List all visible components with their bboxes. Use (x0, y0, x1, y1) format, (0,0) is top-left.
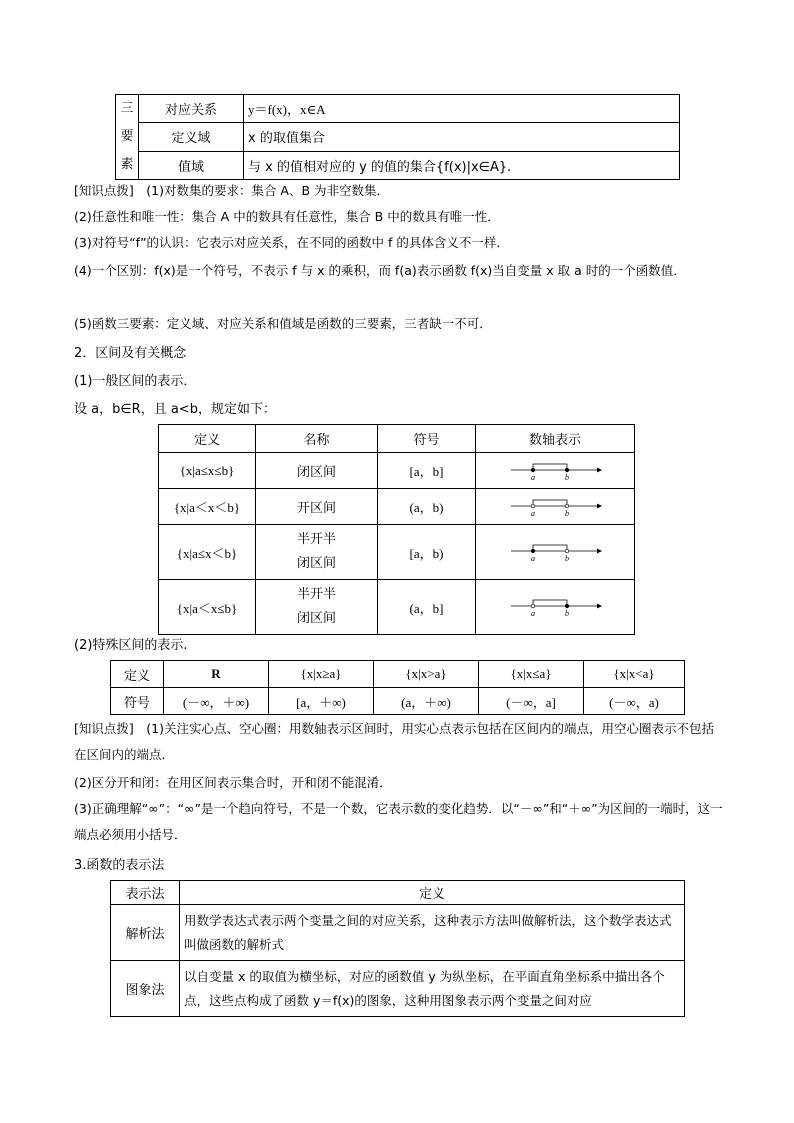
header-axis: 数轴表示 (476, 425, 635, 453)
interval-sym: (a，b) (378, 489, 476, 525)
interval-bracket (533, 545, 567, 551)
special-cell: {x|x≥a} (269, 661, 374, 688)
axis-arrow (597, 503, 602, 508)
header-method: 表示法 (111, 881, 180, 905)
number-line (507, 496, 603, 518)
note-4: (4)一个区别：f(x)是一个符号，不表示 f 与 x 的乘积，而 f(a)表示函数 f(x)当自变量 x 取 a 时的一个函数值． (74, 263, 686, 278)
row-name: 值域 (139, 151, 244, 179)
special-cell: (－∞，＋∞) (164, 688, 269, 715)
interval-def: {x|a≤x＜b} (159, 525, 256, 580)
section2-title: 2．区间及有关概念 (74, 346, 187, 361)
header-def: 定义 (159, 425, 256, 453)
row-name: 对应关系 (139, 95, 244, 123)
row-desc: 与 x 的值相对应的 y 的值的集合{f(x)|x∈A}. (244, 151, 680, 179)
endpoint-a (531, 549, 535, 553)
special-cell: {x|x≤a} (479, 661, 584, 688)
endpoint-b (565, 504, 569, 508)
special-cell: (－∞，a) (584, 688, 685, 715)
number-line-cell (476, 580, 635, 635)
special-cell: {x|x>a} (374, 661, 479, 688)
interval-name: 开区间 (256, 489, 378, 525)
interval-sym: [a，b] (378, 453, 476, 489)
interval-table (158, 424, 635, 635)
note-1: [知识点拨] (1)对数集的要求：集合 A、B 为非空数集． (74, 183, 390, 198)
axis-label-b: b (565, 508, 569, 518)
interval-name: 闭区间 (256, 453, 378, 489)
axis-label-b: b (565, 609, 569, 618)
special-interval-table (110, 660, 685, 715)
row-desc: x 的取值集合 (244, 123, 680, 151)
method-name: 解析法 (111, 905, 180, 961)
axis-arrow (597, 604, 602, 609)
number-line (507, 460, 603, 482)
interval-sym: [a，b) (378, 525, 476, 580)
axis-arrow (597, 467, 602, 472)
endpoint-a (531, 604, 535, 608)
note2-3: (3)正确理解“∞”：“∞”是一个趋向符号，不是一个数，它表示数的变化趋势．以“－∞”和“＋∞”为区间的一端时，这一端点必须用小括号． (74, 801, 723, 842)
interval-bracket (533, 464, 567, 470)
special-cell: (a，＋∞) (374, 688, 479, 715)
representation-table (110, 880, 685, 1017)
axis-label-a: a (531, 508, 535, 518)
note2-1: [知识点拨] (1)关注实心点、空心圈：用数轴表示区间时，用实心点表示包括在区间内的端点，用空心圈表示不包括在区间内的端点． (74, 721, 714, 762)
note2-2: (2)区分开和闭：在用区间表示集合时，开和闭不能混淆． (74, 775, 392, 790)
row-desc: y＝f(x)，x∈A (244, 95, 680, 123)
endpoint-a (531, 468, 535, 472)
endpoint-b (565, 604, 569, 608)
note-2: (2)任意性和唯一性：集合 A 中的数具有任意性，集合 B 中的数具有唯一性． (74, 209, 500, 224)
special-cell: R (164, 661, 269, 688)
number-line-cell (476, 489, 635, 525)
number-line (507, 541, 603, 563)
elements-table (115, 94, 680, 180)
special-cell: 定义 (111, 661, 164, 688)
axis-label-a: a (531, 554, 535, 563)
axis-label-b: b (565, 554, 569, 563)
number-line (507, 596, 603, 618)
interval-def: {x|a≤x≤b} (159, 453, 256, 489)
side-label: 三 要 素 (116, 95, 139, 180)
header-sym: 符号 (378, 425, 476, 453)
method-def: 以自变量 x 的取值为横坐标，对应的函数值 y 为纵坐标，在平面直角坐标系中描出各个点，这些点构成了函数 y＝f(x)的图象，这种用图象表示两个变量之间对应 (180, 961, 685, 1017)
axis-arrow (597, 549, 602, 554)
axis-label-a: a (531, 609, 535, 618)
special-cell: [a，＋∞) (269, 688, 374, 715)
interval-name: 半开半 闭区间 (256, 580, 378, 635)
interval-def: {x|a＜x≤b} (159, 580, 256, 635)
section2-intro: 设 a，b∈R，且 a<b，规定如下： (74, 402, 276, 417)
interval-def: {x|a＜x＜b} (159, 489, 256, 525)
interval-bracket (533, 600, 567, 606)
header-definition: 定义 (180, 881, 685, 905)
special-cell: {x|x<a} (584, 661, 685, 688)
number-line-cell (476, 453, 635, 489)
section3-title: 3.函数的表示法 (74, 858, 165, 873)
interval-name: 半开半 闭区间 (256, 525, 378, 580)
interval-sym: (a，b] (378, 580, 476, 635)
method-def: 用数学表达式表示两个变量之间的对应关系，这种表示方法叫做解析法，这个数学表达式叫做函数的解析式 (180, 905, 685, 961)
endpoint-b (565, 549, 569, 553)
endpoint-b (565, 468, 569, 472)
special-cell: 符号 (111, 688, 164, 715)
note-5: (5)函数三要素：定义域、对应关系和值域是函数的三要素，三者缺一不可． (74, 316, 492, 331)
interval-bracket (533, 500, 567, 506)
axis-label-a: a (531, 472, 535, 482)
axis-label-b: b (565, 472, 569, 482)
row-name: 定义域 (139, 123, 244, 151)
header-name: 名称 (256, 425, 378, 453)
section2-sub2: (2)特殊区间的表示. (74, 638, 188, 653)
special-cell: (－∞，a] (479, 688, 584, 715)
number-line-cell (476, 525, 635, 580)
section2-sub1: (1)一般区间的表示． (74, 374, 197, 389)
endpoint-a (531, 504, 535, 508)
note-3: (3)对符号“f”的认识：它表示对应关系，在不同的函数中 f 的具体含义不一样． (74, 235, 509, 250)
method-name: 图象法 (111, 961, 180, 1017)
